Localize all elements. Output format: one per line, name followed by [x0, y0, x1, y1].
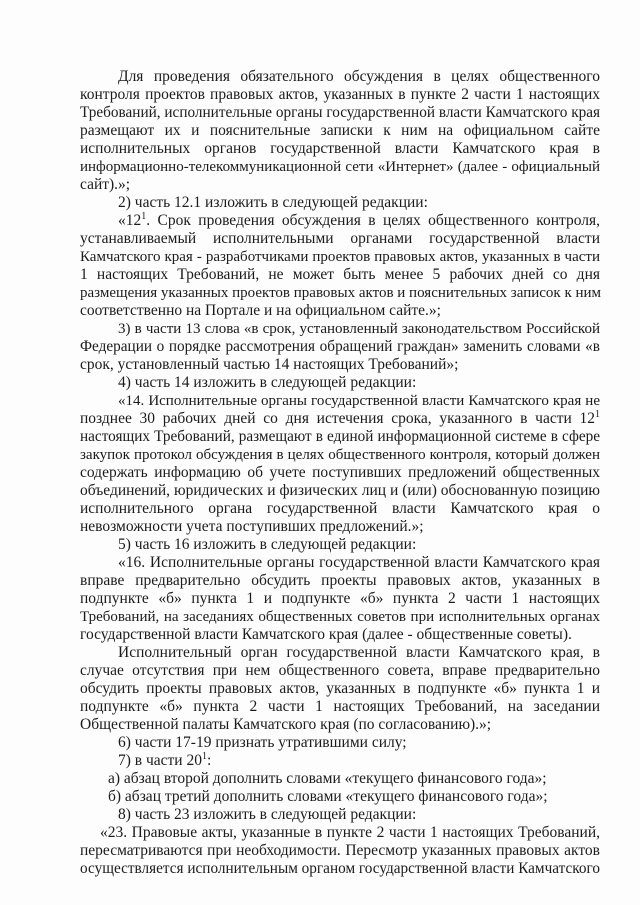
text-span: позднее 30 рабочих дней со дня истечения срока, указанного в части 12 — [80, 410, 595, 427]
text-line: 8) часть 23 изложить в следующей редакции: — [118, 806, 417, 823]
text-line: Общественной палаты Камчатского края (по согласованию).»; — [80, 716, 492, 733]
text-line: «16. Исполнительные органы государственной власти Камчатского края — [118, 554, 600, 571]
text-line: информационно-телекоммуникационной сети «Интернет» (далее - официальный — [80, 159, 600, 175]
text-line: подпункте «б» пункта 2 части 1 настоящих Требований, на заседании — [80, 698, 600, 715]
text-line: сайт).»; — [80, 176, 131, 193]
text-line: Камчатского края - разработчиками проектов правовых актов, указанных в части — [80, 249, 600, 265]
text-line: контроля проектов правовых актов, указанных в пункте 2 части 1 настоящих — [80, 86, 600, 103]
text-line: «23. Правовые акты, указанные в пункте 2 части 1 настоящих Требований, — [100, 824, 600, 841]
text-line: 6) части 17-19 признать утратившими силу; — [118, 734, 407, 751]
text-line: подпункте «б» пункта 1 и подпункте «б» пункта 2 части 1 настоящих — [80, 590, 600, 607]
text-line: 4) часть 14 изложить в следующей редакции: — [118, 374, 417, 391]
text-line — [118, 752, 600, 770]
text-line: исполнительных органов государственной власти Камчатского края в — [80, 140, 600, 157]
text-line: б) абзац третий дополнить словами «текущего финансового года»; — [108, 788, 548, 805]
text-span: . Срок проведения обсуждения в целях общественного контроля, — [146, 212, 600, 229]
text-line: 5) часть 16 изложить в следующей редакции: — [118, 536, 417, 553]
text-line: 3) в части 13 слова «в срок, установленный законодательством Российской — [118, 321, 600, 337]
text-line: «14. Исполнительные органы государственной власти Камчатского края не — [118, 393, 600, 409]
text-line — [118, 212, 600, 230]
text-span: : — [206, 752, 212, 769]
text-line: устанавливаемый исполнительными органами государственной власти — [80, 230, 600, 247]
text-line: пересматриваются при необходимости. Пересмотр указанных правовых актов — [80, 842, 600, 859]
text-line: невозможности учета поступивших предложений.»; — [80, 518, 424, 535]
text-span: «12 — [118, 212, 142, 229]
text-line: срок, установленный частью 14 настоящих Требований»; — [80, 356, 459, 373]
text-line: содержать информацию об учете поступивших предложений общественных — [80, 464, 600, 481]
text-line: соответственно на Портале и на официальном сайте.»; — [80, 302, 441, 319]
text-line: исполнительного органа государственной власти Камчатского края о — [80, 500, 600, 517]
text-line: Федерации о порядке рассмотрения обращений граждан» заменить словами «в — [80, 338, 600, 355]
text-line: случае отсутствия при нем общественного совета, вправе предварительно — [80, 662, 600, 679]
text-line: Требований, исполнительные органы государственной власти Камчатского края — [80, 104, 601, 121]
superscript: 1 — [201, 751, 207, 762]
text-line: закупок протокол обсуждения в целях общественного контроля, который должен — [80, 447, 600, 463]
text-line: объединений, юридических и физических лиц и (или) обоснованную позицию — [80, 482, 600, 499]
superscript: 1 — [141, 211, 147, 222]
text-line: Исполнительный орган государственной власти Камчатского края, в — [118, 644, 600, 661]
text-line: размещают их и пояснительные записки к ним на официальном сайте — [80, 122, 600, 139]
text-line: а) абзац второй дополнить словами «текущего финансового года»; — [108, 770, 547, 787]
text-line: осуществляется исполнительным органом государственной власти Камчатского — [80, 860, 601, 877]
text-span: 7) в части 20 — [118, 752, 202, 769]
text-line: 1 настоящих Требований, не может быть менее 5 рабочих дней со дня — [80, 266, 600, 283]
text-line: вправе предварительно обсудить проекты правовых актов, указанных в — [80, 572, 600, 589]
text-line: 2) часть 12.1 изложить в следующей редакции: — [118, 194, 428, 211]
superscript: 1 — [595, 409, 600, 420]
text-line: размещения указанных проектов правовых актов и пояснительных записок к ним — [80, 285, 602, 301]
text-line: настоящих Требований, размещают в единой информационной системе в сфере — [80, 428, 600, 445]
text-line: Для проведения обязательного обсуждения в целях общественного — [118, 68, 600, 85]
text-line: Требований, на заседаниях общественных советов при исполнительных органах — [80, 609, 600, 625]
text-line — [80, 410, 600, 428]
text-line: обсудить проекты правовых актов, указанных в подпункте «б» пункта 1 и — [80, 680, 600, 697]
text-line: государственной власти Камчатского края (далее - общественные советы). — [80, 626, 572, 643]
